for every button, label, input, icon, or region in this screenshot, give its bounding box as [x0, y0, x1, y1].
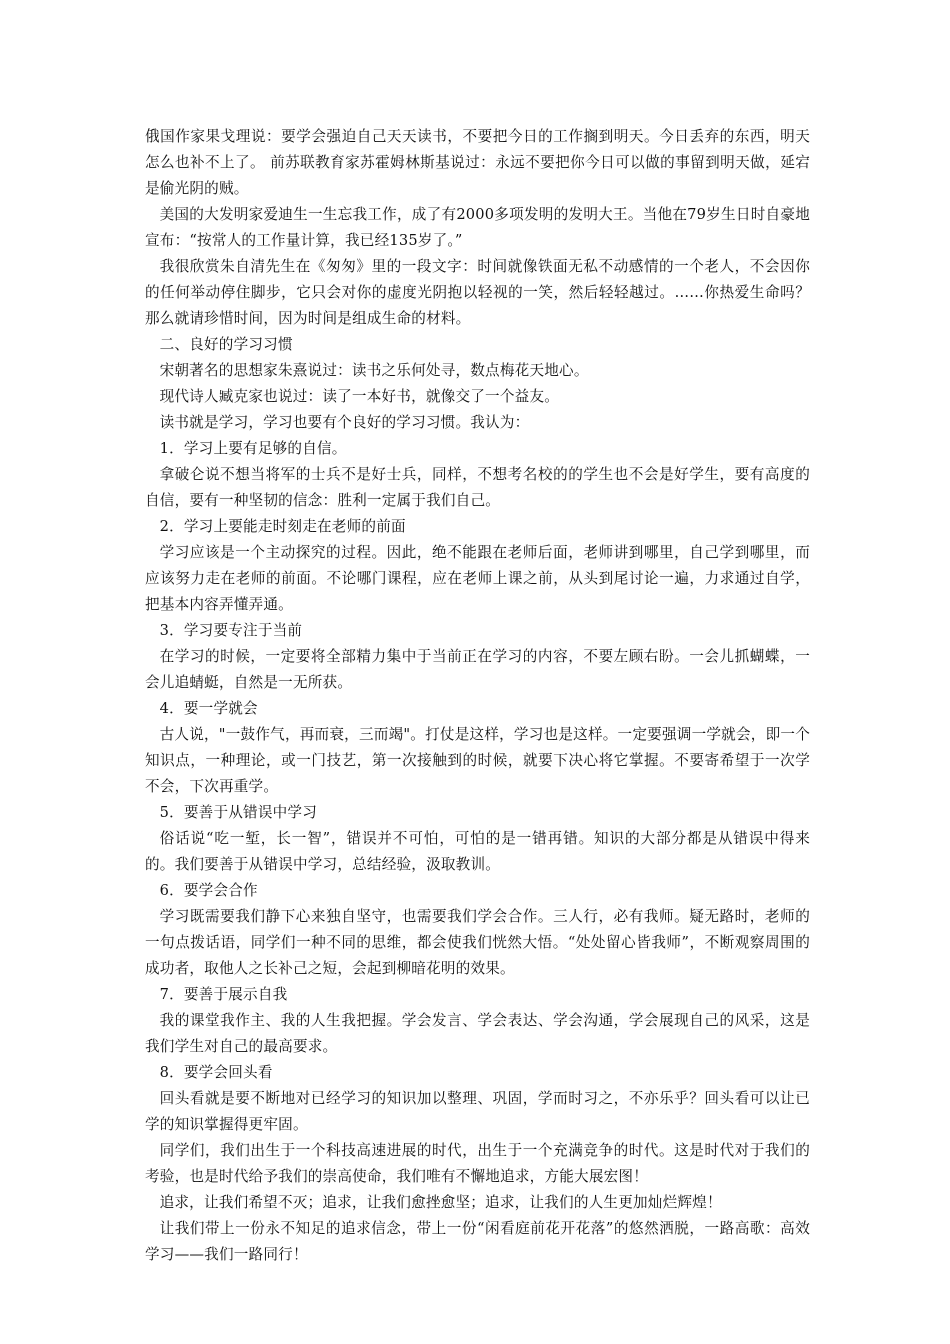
paragraph: 俗话说“吃一堑，长一智”，错误并不可怕，可怕的是一错再错。知识的大部分都是从错误中得来的。我们要善于从错误中学习，总结经验，汲取教训。	[145, 830, 810, 873]
paragraph: 宋朝著名的思想家朱熹说过：读书之乐何处寻，数点梅花天地心。	[159, 362, 589, 379]
paragraph: 学习既需要我们静下心来独自坚守，也需要我们学会合作。三人行，必有我师。疑无路时，老师的一句点拨话语，同学们一种不同的思维，都会使我们恍然大悟。“处处留心皆我师”，不断观察周围的成功者，取他人之长补己之短，会起到柳暗花明的效果。	[145, 908, 810, 977]
paragraph: 学习应该是一个主动探究的过程。因此，绝不能跟在老师后面，老师讲到哪里，自己学到哪里，而应该努力走在老师的前面。不论哪门课程，应在老师上课之前，从头到尾讨论一遍，力求通过自学，把基本内容弄懂弄通。	[145, 544, 810, 613]
paragraph: 追求，让我们希望不灭；追求，让我们愈挫愈坚；追求，让我们的人生更加灿烂辉煌！	[159, 1194, 722, 1211]
paragraph: 美国的大发明家爱迪生一生忘我工作，成了有2000多项发明的发明大王。当他在79岁生日时自豪地宣布：“按常人的工作量计算，我已经135岁了。”	[145, 206, 810, 249]
paragraph: 让我们带上一份永不知足的追求信念，带上一份“闲看庭前花开花落”的悠然洒脱，一路高歌：高效学习——我们一路同行！	[145, 1220, 810, 1263]
paragraph: 现代诗人臧克家也说过：读了一本好书，就像交了一个益友。	[159, 388, 560, 405]
list-heading: 8．要学会回头看	[159, 1064, 273, 1081]
list-heading: 6．要学会合作	[159, 882, 258, 899]
document-body	[145, 124, 810, 1268]
list-heading: 4．要一学就会	[159, 700, 258, 717]
paragraph: 同学们，我们出生于一个科技高速进展的时代，出生于一个充满竞争的时代。这是时代对于我们的考验，也是时代给予我们的崇高使命，我们唯有不懈地追求，方能大展宏图！	[145, 1142, 810, 1185]
paragraph: 古人说，"一鼓作气，再而衰，三而竭"。打仗是这样，学习也是这样。一定要强调一学就会，即一个知识点，一种理论，或一门技艺，第一次接触到的时候，就要下决心将它掌握。不要寄希望于一次学不会，下次再重学。	[145, 726, 810, 795]
section-heading: 二、良好的学习习惯	[159, 336, 293, 353]
paragraph: 读书就是学习，学习也要有个良好的学习习惯。我认为：	[159, 414, 530, 431]
paragraph: 在学习的时候，一定要将全部精力集中于当前正在学习的内容，不要左顾右盼。一会儿抓蝴蝶，一会儿追蜻蜓，自然是一无所获。	[145, 648, 810, 691]
list-heading: 7．要善于展示自我	[159, 986, 288, 1003]
list-heading: 1．学习上要有足够的自信。	[159, 440, 347, 457]
paragraph: 我的课堂我作主、我的人生我把握。学会发言、学会表达、学会沟通，学会展现自己的风采，这是我们学生对自己的最高要求。	[145, 1012, 810, 1055]
list-heading: 2．学习上要能走时刻走在老师的前面	[159, 518, 406, 535]
paragraph: 回头看就是要不断地对已经学习的知识加以整理、巩固，学而时习之，不亦乐乎？回头看可以让已学的知识掌握得更牢固。	[145, 1090, 810, 1133]
list-heading: 3．学习要专注于当前	[159, 622, 303, 639]
paragraph: 我很欣赏朱自清先生在《匆匆》里的一段文字：时间就像铁面无私不动感情的一个老人，不会因你的任何举动停住脚步，它只会对你的虚度光阴抱以轻视的一笑，然后轻轻越过。……你热爱生命吗？那么就请珍惜时间，因为时间是组成生命的材料。	[145, 258, 810, 327]
paragraph: 俄国作家果戈理说：要学会强迫自己天天读书，不要把今日的工作搁到明天。今日丢弃的东西，明天怎么也补不上了。 前苏联教育家苏霍姆林斯基说过：永远不要把你今日可以做的事留到明天做，延宕是偷光阴的贼。	[145, 128, 810, 197]
paragraph: 拿破仑说不想当将军的士兵不是好士兵，同样，不想考名校的的学生也不会是好学生，要有高度的自信，要有一种坚韧的信念：胜利一定属于我们自己。	[145, 466, 810, 509]
list-heading: 5．要善于从错误中学习	[159, 804, 318, 821]
